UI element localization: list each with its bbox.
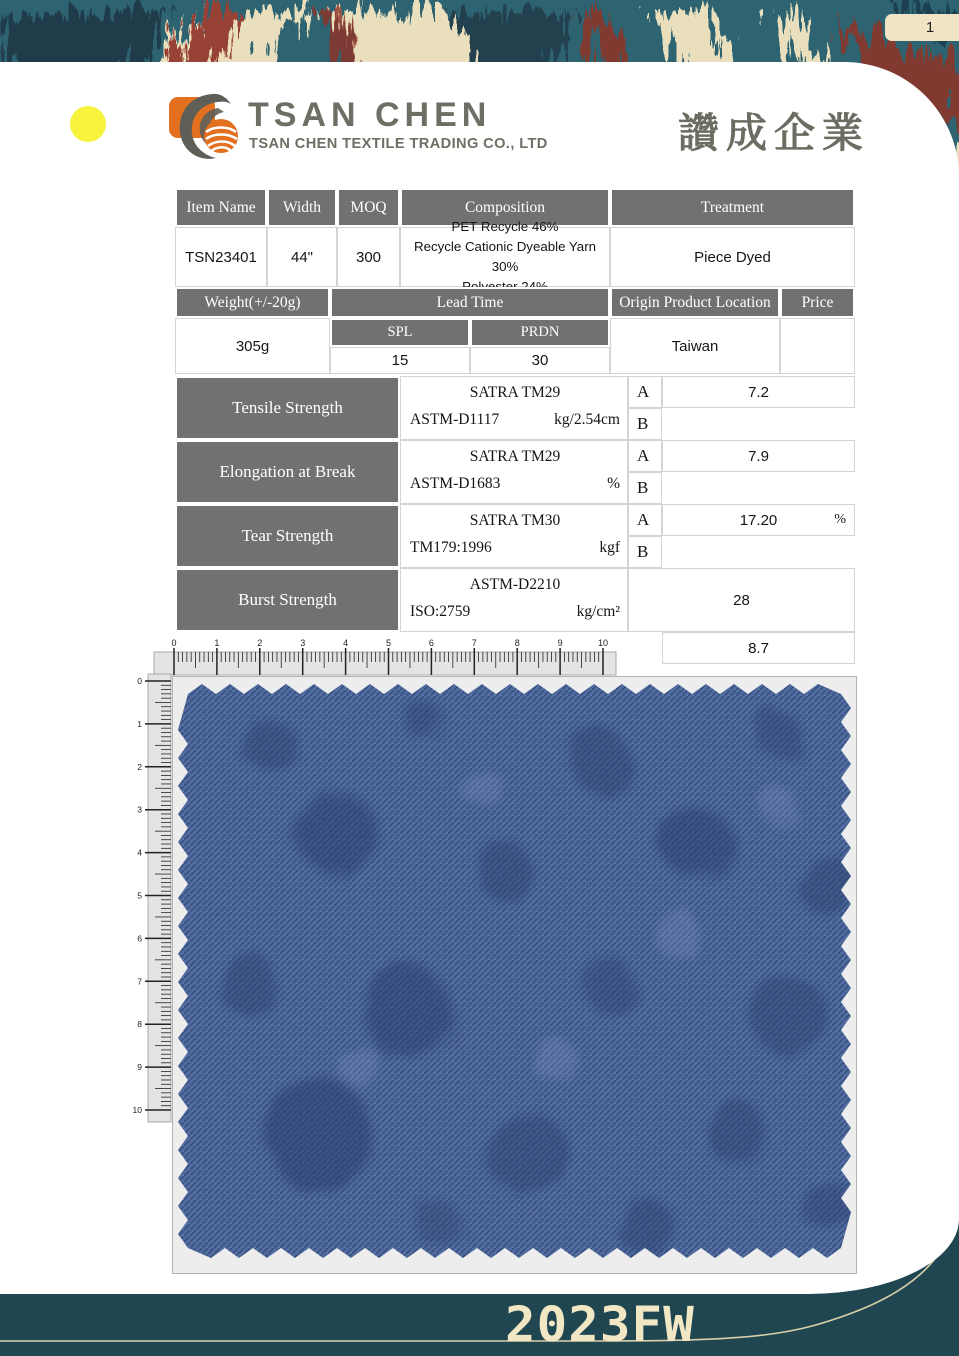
test-method-line2: [410, 539, 620, 557]
vertical-ruler: [118, 670, 172, 1142]
weight-value: 305g: [175, 318, 330, 374]
ruler-label: 6: [137, 933, 142, 944]
prdn-value: 30: [470, 347, 610, 374]
col-header-lead-time: Lead Time: [330, 287, 610, 318]
ruler-label: 0: [171, 638, 177, 648]
ruler-label: 10: [132, 1105, 142, 1115]
brand-name: TSAN CHEN: [248, 96, 492, 134]
test-method-2: ASTM-D1117: [410, 411, 500, 428]
test-method-1: SATRA TM30: [469, 512, 561, 529]
item-name-value: TSN23401: [175, 227, 267, 287]
ruler-label: 1: [137, 718, 142, 729]
test-method-2: ASTM-D1683: [410, 475, 501, 492]
test-method-2: ISO:2759: [410, 603, 471, 620]
fabric-swatch-box: [172, 676, 857, 1274]
test-row-value: 17.20: [739, 511, 778, 529]
test-methods: [400, 504, 628, 568]
test-unit: kg/2.54cm: [554, 411, 620, 428]
test-method-line2: [410, 411, 620, 429]
col-header-moq: MOQ: [337, 188, 400, 227]
test-row-letter: B: [628, 472, 662, 504]
width-value: 44": [267, 227, 337, 287]
test-unit: kgf: [599, 539, 620, 556]
test-row-unit-suffix: %: [834, 512, 846, 527]
test-method-line2: [410, 603, 620, 621]
fabric-swatch: [178, 684, 851, 1258]
col-header-weight: Weight(+/-20g): [175, 287, 330, 318]
test-methods: [400, 440, 628, 504]
test-method-1: SATRA TM29: [469, 448, 561, 465]
ruler-label: 3: [300, 638, 306, 648]
test-method-1: SATRA TM29: [469, 384, 561, 401]
content-card: [0, 62, 959, 1294]
ruler-label: 9: [137, 1062, 142, 1073]
ruler-label: 2: [137, 761, 142, 772]
composition-line-1: PET Recycle 46%: [451, 219, 559, 235]
test-row-letter: A: [628, 376, 662, 408]
test-row-letter: A: [628, 504, 662, 536]
brand-chinese-name: 讚成企業: [678, 109, 870, 157]
test-row-letter: B: [628, 408, 662, 440]
ruler-label: 7: [137, 976, 142, 987]
test-row-value: 8.7: [748, 639, 769, 657]
test-name: Tear Strength: [175, 504, 400, 568]
col-header-width: Width: [267, 188, 337, 227]
brand-subtitle: TSAN CHEN TEXTILE TRADING CO., LTD: [249, 136, 548, 152]
test-row-value-cell: [662, 440, 855, 472]
test-row-letter: A: [628, 440, 662, 472]
page-number-badge: 1: [885, 14, 959, 41]
ruler-label: 0: [137, 676, 142, 686]
spl-value: 15: [330, 347, 470, 374]
ruler-label: 2: [257, 638, 263, 648]
spl-header: SPL: [330, 318, 470, 347]
price-value: [780, 318, 855, 374]
test-name: Elongation at Break: [175, 440, 400, 504]
ruler-label: 6: [428, 638, 434, 648]
test-name: Tensile Strength: [175, 376, 400, 440]
col-header-origin: Origin Product Location: [610, 287, 780, 318]
ruler-label: 7: [471, 638, 477, 648]
moq-value: 300: [337, 227, 400, 287]
ruler-label: 9: [557, 638, 563, 648]
test-method-line2: [410, 475, 620, 493]
horizontal-ruler: [150, 636, 620, 678]
test-row-value: 7.2: [748, 383, 769, 401]
test-row-letter: B: [628, 536, 662, 568]
col-header-price: Price: [780, 287, 855, 318]
test-method-2: TM179:1996: [410, 539, 492, 556]
ruler-label: 4: [343, 638, 349, 648]
test-single-value: 28: [628, 568, 855, 632]
ruler-label: 1: [214, 638, 220, 648]
origin-value: Taiwan: [610, 318, 780, 374]
ruler-band: [154, 652, 616, 675]
ruler-label: 10: [597, 638, 609, 648]
composition-line-2: Recycle Cationic Dyeable Yarn 30%: [413, 239, 597, 274]
footer-season-logo: 2023FW: [505, 1297, 695, 1354]
test-row-value-cell: [662, 632, 855, 664]
tsan-chen-logo-icon: [168, 92, 244, 164]
spec-table: [175, 188, 855, 657]
ruler-label: 4: [137, 847, 142, 858]
test-row-value-cell: [662, 504, 855, 536]
ruler-label: 8: [514, 638, 520, 648]
test-name: Burst Strength: [175, 568, 400, 632]
col-header-item-name: Item Name: [175, 188, 267, 227]
prdn-header: PRDN: [470, 318, 610, 347]
col-header-composition: Composition: [400, 188, 610, 227]
composition-value: [400, 219, 610, 287]
test-method-1: ASTM-D2210: [469, 576, 561, 593]
ruler-label: 5: [385, 638, 392, 648]
yellow-dot-marker: [70, 106, 106, 142]
test-row-value-cell: [662, 376, 855, 408]
test-unit: %: [607, 475, 620, 492]
test-methods: [400, 376, 628, 440]
test-methods: [400, 568, 628, 632]
ruler-label: 3: [137, 804, 142, 815]
col-header-treatment: Treatment: [610, 188, 855, 227]
ruler-label: 8: [137, 1019, 142, 1030]
test-unit: kg/cm²: [576, 603, 620, 620]
treatment-value: Piece Dyed: [610, 227, 855, 287]
test-row-value: 7.9: [748, 447, 769, 465]
fabric-texture-art: [178, 684, 851, 1258]
ruler-label: 5: [137, 890, 142, 901]
